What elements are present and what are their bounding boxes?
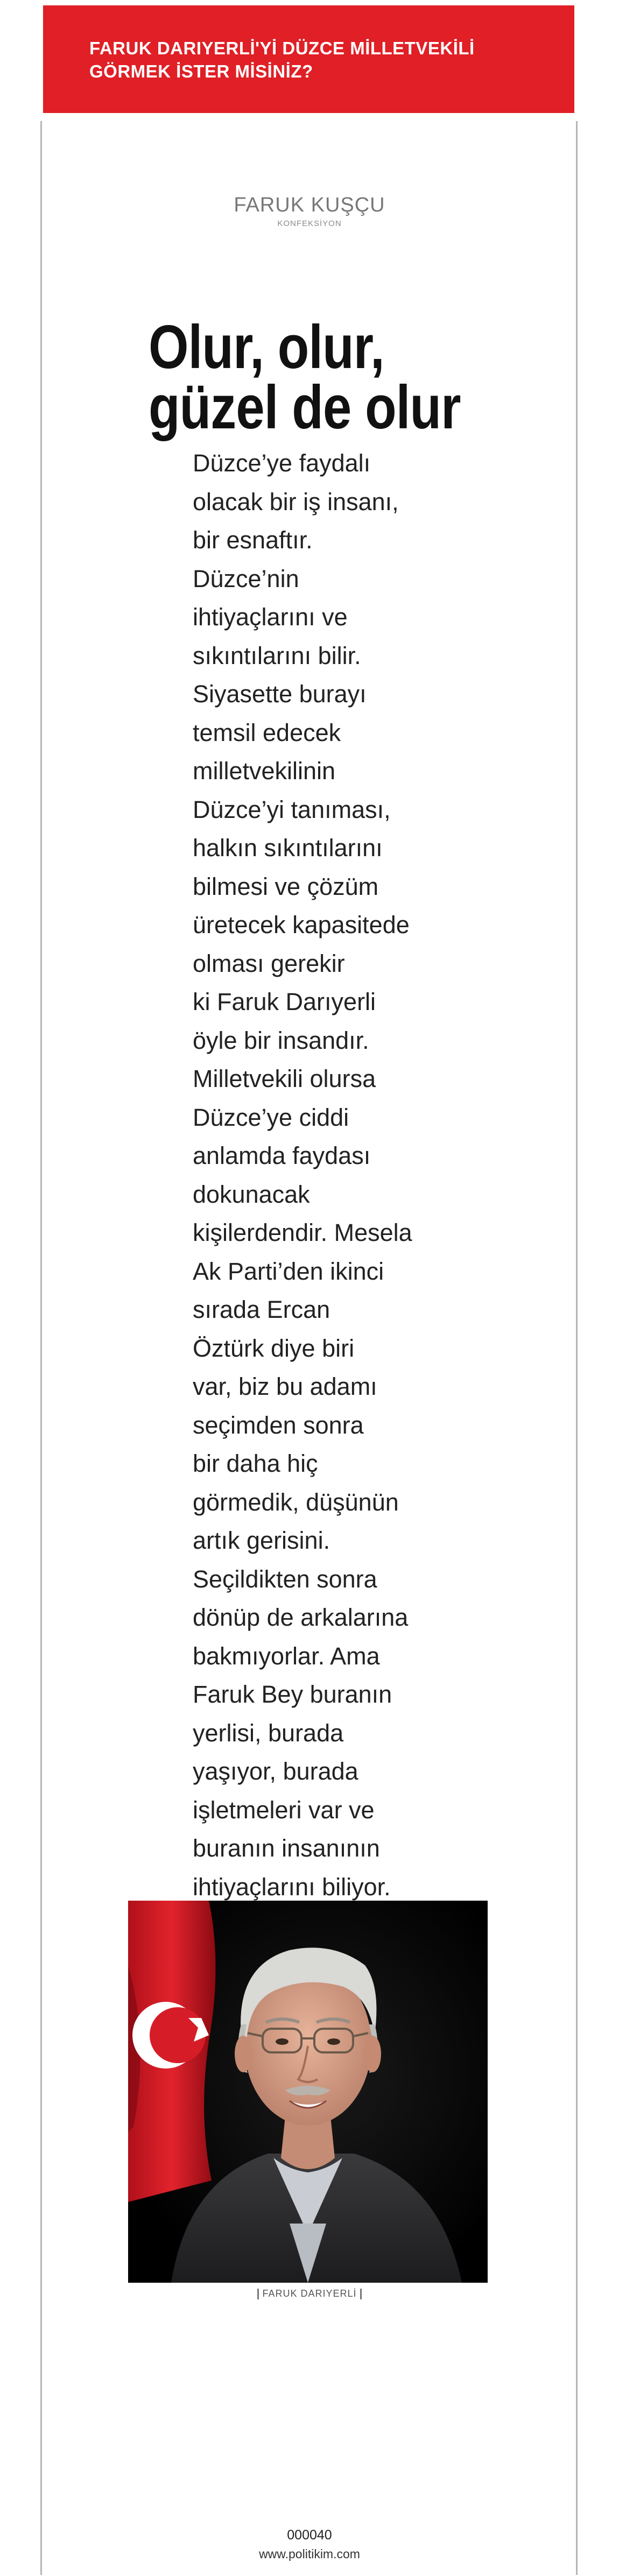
body-line: görmedik, düşünün: [193, 1488, 399, 1516]
body-line: ihtiyaçlarını biliyor.: [193, 1873, 391, 1901]
right-page-rule: [576, 121, 578, 2575]
body-line: Düzce’ye ciddi: [193, 1103, 349, 1131]
body-line: Seçildikten sonra: [193, 1565, 377, 1593]
body-line: bir daha hiç: [193, 1450, 318, 1477]
body-line: bakmıyorlar. Ama: [193, 1642, 380, 1670]
caption-right-bar: [360, 2289, 362, 2299]
body-line: var, biz bu adamı: [193, 1373, 377, 1400]
header-band: [43, 5, 574, 113]
body-line: Düzce’nin: [193, 564, 299, 592]
body-line: Düzce’yi tanıması,: [193, 795, 391, 823]
portrait-photo: [128, 1901, 488, 2283]
body-line: öyle bir insandır.: [193, 1026, 369, 1054]
body-line: sırada Ercan: [193, 1296, 330, 1323]
body-line: yaşıyor, burada: [193, 1758, 358, 1785]
body-line: sıkıntılarını bilir.: [193, 641, 361, 669]
caption-left-bar: [257, 2289, 259, 2299]
body-line: Milletvekili olursa: [193, 1065, 376, 1092]
photo-caption-text: FARUK DARIYERLİ: [262, 2288, 357, 2299]
body-line: dokunacak: [193, 1180, 310, 1208]
body-line: olması gerekir: [193, 949, 345, 977]
headline-line-1: Olur, olur,: [149, 313, 384, 382]
body-line: dönüp de arkalarına: [193, 1604, 409, 1631]
body-line: bir esnaftır.: [193, 526, 313, 554]
body-line: ihtiyaçlarını ve: [193, 603, 348, 631]
body-line: bilmesi ve çözüm: [193, 872, 379, 900]
body-line: Siyasette burayı: [193, 680, 367, 708]
body-line: yerlisi, burada: [193, 1719, 344, 1747]
body-line: Ak Parti’den ikinci: [193, 1257, 384, 1285]
body-line: kişilerdendir. Mesela: [193, 1219, 412, 1246]
article-body: [193, 444, 446, 1906]
photo-caption: [0, 2288, 619, 2299]
left-page-rule: [40, 121, 42, 2575]
author-role: KONFEKSİYON: [277, 219, 342, 228]
body-line: Düzce’ye faydalı: [193, 449, 371, 477]
page-number: 000040: [287, 2528, 332, 2543]
author-name: FARUK KUŞÇU: [234, 194, 385, 216]
portrait-image: [128, 1901, 488, 2283]
header-title-line-1: FARUK DARIYERLİ'Yİ DÜZCE MİLLETVEKİLİ: [89, 38, 475, 58]
footer-url[interactable]: www.politikim.com: [259, 2547, 360, 2561]
header-title-line-2: GÖRMEK İSTER MİSİNİZ?: [89, 61, 313, 81]
body-line: anlamda faydası: [193, 1142, 371, 1169]
body-line: temsil edecek: [193, 718, 341, 746]
headline: [149, 313, 461, 442]
body-line: üretecek kapasitede: [193, 911, 410, 938]
body-line: işletmeleri var ve: [193, 1796, 375, 1824]
body-line: halkın sıkıntılarını: [193, 834, 383, 862]
headline-line-2: güzel de olur: [149, 373, 461, 442]
body-line: olacak bir iş insanı,: [193, 488, 399, 516]
header-title: [89, 37, 563, 83]
body-line: artık gerisini.: [193, 1527, 330, 1554]
body-line: Faruk Bey buranın: [193, 1681, 392, 1708]
body-line: buranın insanının: [193, 1834, 380, 1862]
author-block: [0, 194, 619, 228]
body-line: ki Faruk Darıyerli: [193, 988, 376, 1015]
body-line: seçimden sonra: [193, 1411, 364, 1439]
body-line: milletvekilinin: [193, 757, 336, 785]
body-line: Öztürk diye biri: [193, 1334, 355, 1362]
